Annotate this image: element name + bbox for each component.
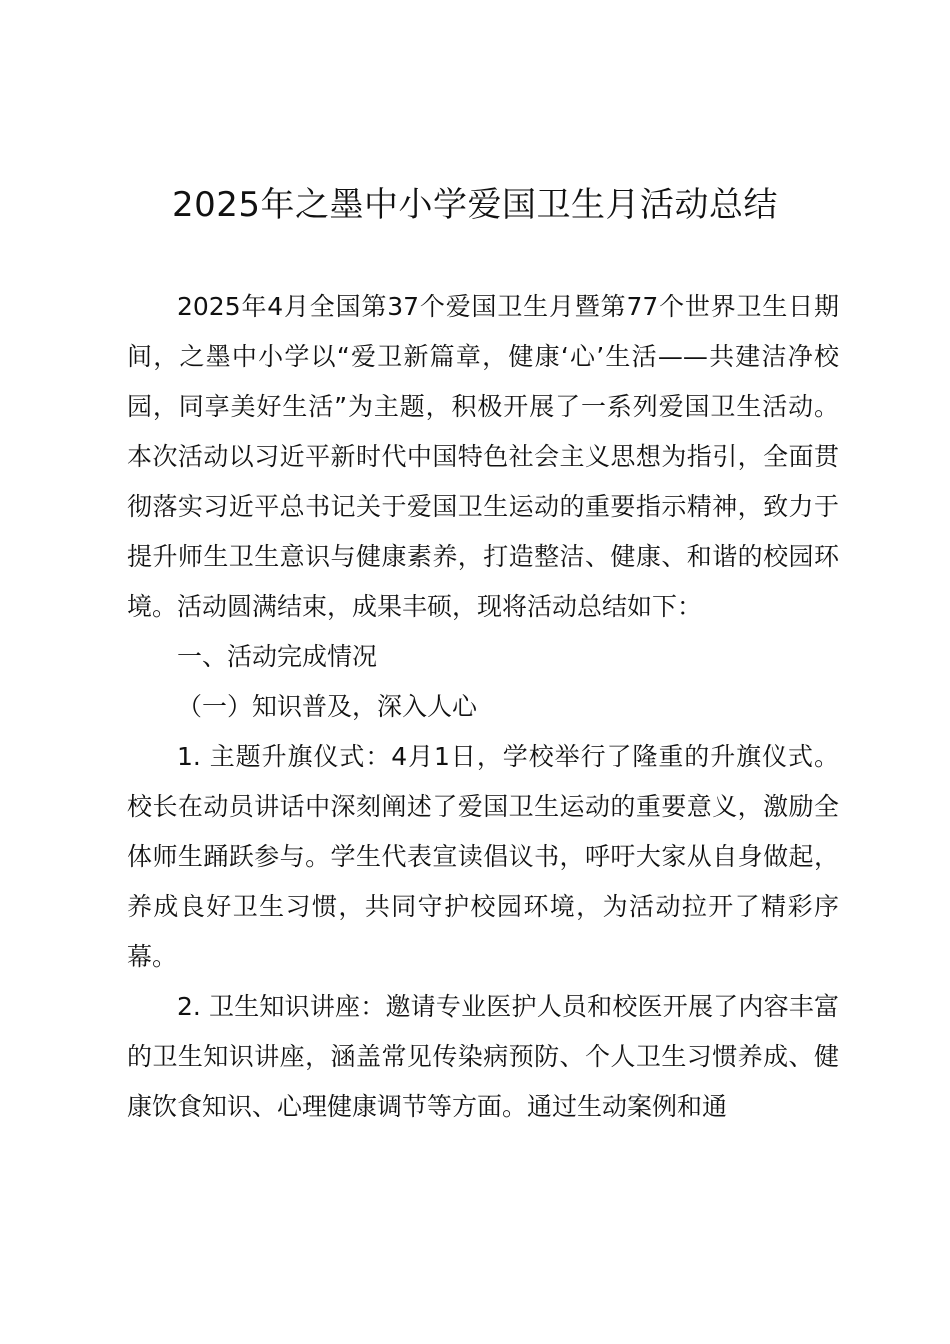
document-body xyxy=(127,282,839,1132)
subsection-heading: （一）知识普及，深入人心 xyxy=(177,692,478,721)
list-item-1: 1. 主题升旗仪式：4月1日，学校举行了隆重的升旗仪式。校长在动员讲话中深刻阐述了爱国卫生运动的重要意义，激励全体师生踊跃参与。学生代表宣读倡议书，呼吁大家从自身做起，养成良好卫生习惯，共同守护校园环境，为活动拉开了精彩序幕。 xyxy=(127,742,839,971)
list-item-2: 2. 卫生知识讲座：邀请专业医护人员和校医开展了内容丰富的卫生知识讲座，涵盖常见传染病预防、个人卫生习惯养成、健康饮食知识、心理健康调节等方面。通过生动案例和通 xyxy=(127,992,839,1121)
document-title: 2025年之墨中小学爱国卫生月活动总结 xyxy=(171,185,779,225)
intro-paragraph: 2025年4月全国第37个爱国卫生月暨第77个世界卫生日期间，之墨中小学以“爱卫新篇章，健康‘心’生活——共建洁净校园，同享美好生活”为主题，积极开展了一系列爱国卫生活动。本次活动以习近平新时代中国特色社会主义思想为指引，全面贯彻落实习近平总书记关于爱国卫生运动的重要指示精神，致力于提升师生卫生意识与健康素养，打造整洁、健康、和谐的校园环境。活动圆满结束，成果丰硕，现将活动总结如下： xyxy=(127,292,839,621)
section-heading: 一、活动完成情况 xyxy=(177,642,378,671)
